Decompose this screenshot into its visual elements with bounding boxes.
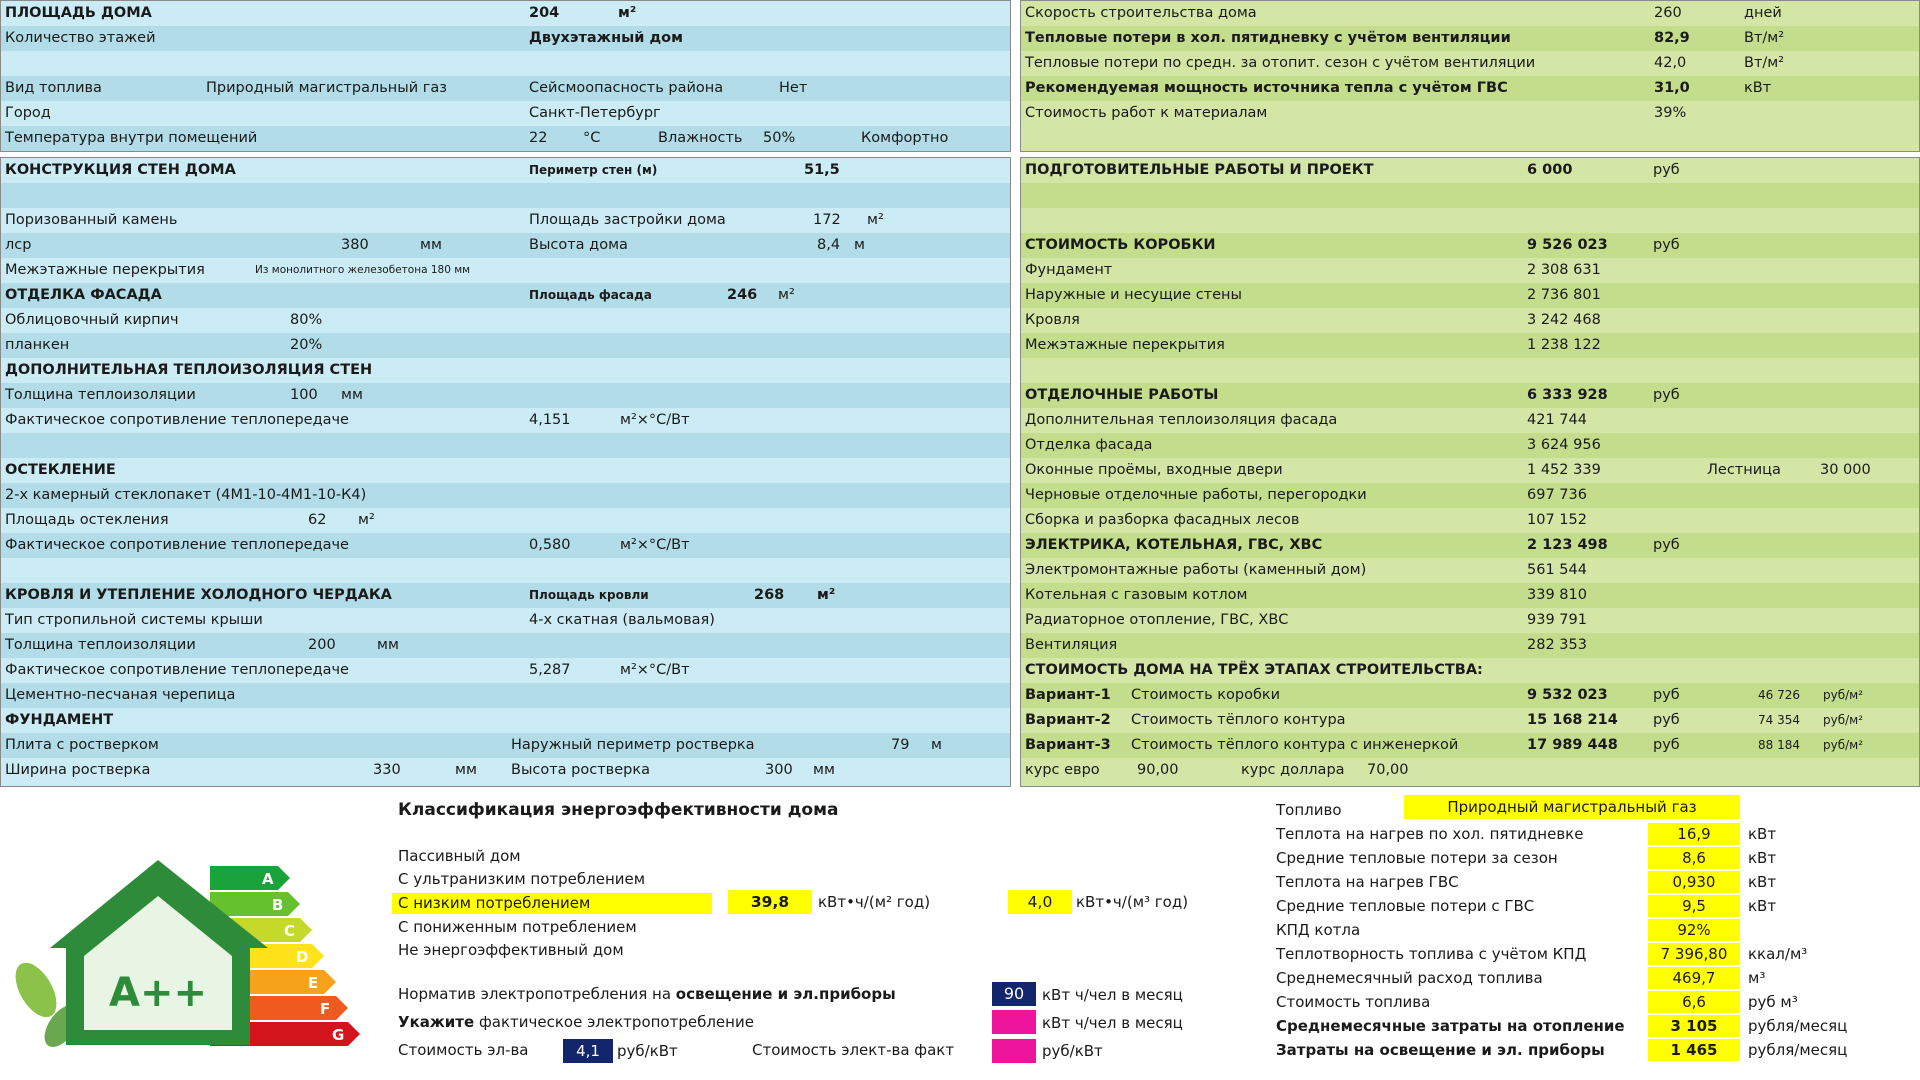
table-row <box>1021 458 1919 483</box>
table-row <box>1 1 1010 26</box>
cell-300: 300 <box>765 762 793 778</box>
cell-рекомендуемая-мощность-источника-тепла-с: Рекомендуемая мощность источника тепла с учётом ГВС <box>1025 80 1508 96</box>
electricity-actual-label <box>398 1012 754 1033</box>
table-row <box>1 308 1010 333</box>
table-row <box>1021 333 1919 358</box>
cell-20: 20% <box>290 337 323 353</box>
cell-вид-топлива: Вид топлива <box>5 80 102 96</box>
table-row <box>1021 76 1919 101</box>
cell-черновые-отделочные-работы-перегородки: Черновые отделочные работы, перегородки <box>1025 487 1367 503</box>
cell-м: м² <box>618 5 637 21</box>
cell-107-152: 107 152 <box>1527 512 1587 528</box>
rating-letter-c: C <box>284 922 296 940</box>
cell-42-0: 42,0 <box>1654 55 1687 71</box>
table-row <box>1 358 1010 383</box>
table-row <box>1021 208 1919 233</box>
table-row <box>1021 633 1919 658</box>
fuel-row-value: 16,9 <box>1648 823 1740 845</box>
electricity-actual-field[interactable] <box>992 1010 1036 1034</box>
house-area-panel <box>0 0 1011 152</box>
fuel-row-unit: м³ <box>1748 969 1766 987</box>
cell-высота-дома: Высота дома <box>529 237 628 253</box>
cell-2-308-631: 2 308 631 <box>1527 262 1601 278</box>
cell-лср: лср <box>5 237 32 253</box>
cell-вариант-3: Вариант-3 <box>1025 737 1111 753</box>
table-row <box>1021 51 1919 76</box>
energy-title: Классификация энергоэффективности дома <box>398 800 839 820</box>
cell-561-544: 561 544 <box>1527 562 1587 578</box>
electricity-actual-label-bold: Укажите <box>398 1013 475 1031</box>
table-row <box>1 233 1010 258</box>
table-row <box>1 758 1010 783</box>
cell-сборка-и-разборка-фасадных-лесов: Сборка и разборка фасадных лесов <box>1025 512 1300 528</box>
table-row <box>1021 101 1919 126</box>
table-row <box>1 101 1010 126</box>
cell-3-242-468: 3 242 468 <box>1527 312 1601 328</box>
table-row <box>1 76 1010 101</box>
energy-section <box>0 790 1260 1080</box>
fuel-row-unit: рубля/месяц <box>1748 1041 1848 1059</box>
cell-фундамент: Фундамент <box>1025 262 1113 278</box>
cell-вт-м: Вт/м² <box>1744 55 1785 71</box>
cell-дней: дней <box>1744 5 1782 21</box>
cell-тип-стропильной-системы-крыши: Тип стропильной системы крыши <box>5 612 263 628</box>
cell-м: м² <box>778 287 795 303</box>
table-row <box>1021 358 1919 383</box>
cell-фактическое-сопротивление-теплопередаче: Фактическое сопротивление теплопередаче <box>5 412 349 428</box>
cell-мм: мм <box>341 387 363 403</box>
fuel-label: Топливо <box>1276 801 1342 819</box>
cell-46-726: 46 726 <box>1758 688 1800 702</box>
cell-80: 80% <box>290 312 323 328</box>
cell-город: Город <box>5 105 51 121</box>
cell-стоимость-коробки: Стоимость коробки <box>1131 687 1281 703</box>
electricity-price-field[interactable]: 4,1 <box>563 1039 613 1063</box>
cell-50: 50% <box>763 130 796 146</box>
cell-кровля: Кровля <box>1025 312 1080 328</box>
cell-30-000: 30 000 <box>1820 462 1871 478</box>
energy-class-passive: Пассивный дом <box>398 847 521 865</box>
fuel-row-label: Стоимость топлива <box>1276 993 1431 1011</box>
electricity-price-fact-field[interactable] <box>992 1039 1036 1063</box>
fuel-row-value: 7 396,80 <box>1648 943 1740 965</box>
table-row <box>1021 558 1919 583</box>
energy-class-low-selected: С низким потреблением <box>392 893 712 914</box>
cell-периметр-стен-м: Периметр стен (м) <box>529 163 658 177</box>
cell-температура-внутри-помещений: Температура внутри помещений <box>5 130 258 146</box>
table-row <box>1 283 1010 308</box>
cell-руб-м: руб/м² <box>1823 713 1864 727</box>
cell-90-00: 90,00 <box>1137 762 1179 778</box>
fuel-row-label: Теплота на нагрев по хол. пятидневке <box>1276 825 1584 843</box>
cell-31-0: 31,0 <box>1654 80 1690 96</box>
cell-площадь-застройки-дома: Площадь застройки дома <box>529 212 726 228</box>
rating-letter-a: A <box>262 870 274 888</box>
electricity-actual-unit: кВт ч/чел в месяц <box>1042 1014 1183 1032</box>
cell-тепловые-потери-в-хол-пятидневку-с-учёто: Тепловые потери в хол. пятидневку с учётом вентиляции <box>1025 30 1511 46</box>
fuel-row-label: Затраты на освещение и эл. приборы <box>1276 1041 1605 1059</box>
rating-letter-g: G <box>332 1026 345 1044</box>
cell-межэтажные-перекрытия: Межэтажные перекрытия <box>1025 337 1225 353</box>
cell-планкен: планкен <box>5 337 70 353</box>
table-row <box>1 533 1010 558</box>
cell-руб: руб <box>1653 237 1680 253</box>
table-row <box>1021 283 1919 308</box>
cell-высота-ростверка: Высота ростверка <box>511 762 650 778</box>
cell-сейсмоопасность-района: Сейсмоопасность района <box>529 80 724 96</box>
cell-руб: руб <box>1653 387 1680 403</box>
fuel-row-label: Средние тепловые потери с ГВС <box>1276 897 1535 915</box>
fuel-row-unit: ккал/м³ <box>1748 945 1808 963</box>
table-row <box>1 183 1010 208</box>
table-row <box>1 258 1010 283</box>
cell-вентиляция: Вентиляция <box>1025 637 1118 653</box>
cell-руб: руб <box>1653 687 1680 703</box>
fuel-row-label: КПД котла <box>1276 921 1361 939</box>
cell-697-736: 697 736 <box>1527 487 1587 503</box>
rating-letter-f: F <box>320 1000 331 1018</box>
table-row <box>1 583 1010 608</box>
electricity-price-fact-unit: руб/кВт <box>1042 1042 1103 1060</box>
fuel-row-label: Среднемесячные затраты на отопление <box>1276 1017 1625 1035</box>
table-row <box>1 683 1010 708</box>
cell-2-123-498: 2 123 498 <box>1527 537 1608 553</box>
cost-panel <box>1020 157 1920 787</box>
rating-letter-b: B <box>272 896 284 914</box>
cell-площадь-дома: ПЛОЩАДЬ ДОМА <box>5 5 152 21</box>
cell-руб: руб <box>1653 537 1680 553</box>
electricity-norm-label-text: Норматив электропотребления на <box>398 985 676 1003</box>
fuel-row-unit: рубля/месяц <box>1748 1017 1848 1035</box>
cell-380: 380 <box>341 237 369 253</box>
cell-руб: руб <box>1653 737 1680 753</box>
cell-руб: руб <box>1653 162 1680 178</box>
cell-площадь-фасада: Площадь фасада <box>529 288 652 302</box>
cell-цементно-песчаная-черепица: Цементно-песчаная черепица <box>5 687 236 703</box>
fuel-row-unit: кВт <box>1748 873 1777 891</box>
table-row <box>1021 26 1919 51</box>
cell-лестница: Лестница <box>1707 462 1781 478</box>
table-row <box>1021 233 1919 258</box>
cell-вт-м: Вт/м² <box>1744 30 1785 46</box>
cell-м-с-вт: м²×°С/Вт <box>620 662 690 678</box>
cell-квт: кВт <box>1744 80 1772 96</box>
cell-тепловые-потери-по-средн-за-отопит-сезон: Тепловые потери по средн. за отопит. сезон с учётом вентиляции <box>1025 55 1536 71</box>
energy-unit-per-m2: кВт•ч/(м² год) <box>818 893 931 911</box>
table-row <box>1 433 1010 458</box>
fuel-row-value: 1 465 <box>1648 1039 1740 1061</box>
fuel-section <box>1260 790 1920 1080</box>
cell-стоимость-работ-к-материалам: Стоимость работ к материалам <box>1025 105 1268 121</box>
cell-9-532-023: 9 532 023 <box>1527 687 1608 703</box>
cell-79: 79 <box>891 737 910 753</box>
table-row <box>1021 683 1919 708</box>
cell-отделка-фасада: Отделка фасада <box>1025 437 1153 453</box>
cell-кровля-и-утепление-холодного-чердака: КРОВЛЯ И УТЕПЛЕНИЕ ХОЛОДНОГО ЧЕРДАКА <box>5 587 392 603</box>
cell-мм: мм <box>813 762 835 778</box>
cell-172: 172 <box>813 212 841 228</box>
cell-стоимость-тёплого-контура: Стоимость тёплого контура <box>1131 712 1346 728</box>
cell-ширина-ростверка: Ширина ростверка <box>5 762 151 778</box>
cell-6-333-928: 6 333 928 <box>1527 387 1608 403</box>
fuel-row-value: 92% <box>1648 919 1740 941</box>
cell-остекление: ОСТЕКЛЕНИЕ <box>5 462 116 478</box>
cell-1-238-122: 1 238 122 <box>1527 337 1601 353</box>
cell-отделочные-работы: ОТДЕЛОЧНЫЕ РАБОТЫ <box>1025 387 1219 403</box>
rating-label-text: A++ <box>109 970 207 1016</box>
fuel-row-unit: кВт <box>1748 849 1777 867</box>
cell-74-354: 74 354 <box>1758 713 1800 727</box>
electricity-norm-unit: кВт ч/чел в месяц <box>1042 986 1183 1004</box>
cell-площадь-кровли: Площадь кровли <box>529 588 649 602</box>
cell-из-монолитного-железобетона-180-мм: Из монолитного железобетона 180 мм <box>255 264 471 276</box>
cell-плита-с-ростверком: Плита с ростверком <box>5 737 159 753</box>
table-row <box>1 633 1010 658</box>
table-row <box>1021 383 1919 408</box>
fuel-row-value: 0,930 <box>1648 871 1740 893</box>
electricity-norm-field[interactable]: 90 <box>992 982 1036 1006</box>
cell-отделка-фасада: ОТДЕЛКА ФАСАДА <box>5 287 162 303</box>
cell-1-452-339: 1 452 339 <box>1527 462 1601 478</box>
electricity-price-fact-label: Стоимость элект-ва факт <box>752 1041 955 1059</box>
electricity-actual-label-text: фактическое электропотребление <box>474 1013 754 1031</box>
table-row <box>1 383 1010 408</box>
energy-value-per-m2: 39,8 <box>728 890 812 914</box>
cell-фактическое-сопротивление-теплопередаче: Фактическое сопротивление теплопередаче <box>5 537 349 553</box>
cell-наружные-и-несущие-стены: Наружные и несущие стены <box>1025 287 1242 303</box>
energy-value-per-m3: 4,0 <box>1008 890 1072 914</box>
cell-246: 246 <box>727 287 758 303</box>
cell-стоимость-тёплого-контура-с-инженеркой: Стоимость тёплого контура с инженеркой <box>1131 737 1459 753</box>
table-row <box>1021 758 1919 783</box>
cell-котельная-с-газовым-котлом: Котельная с газовым котлом <box>1025 587 1248 603</box>
table-row <box>1 708 1010 733</box>
energy-class-ultralow: С ультранизким потреблением <box>398 870 646 888</box>
cell-6-000: 6 000 <box>1527 162 1573 178</box>
cell-2-х-камерный-стеклопакет-4м1-10-4м1-10-к: 2-х камерный стеклопакет (4М1-10-4М1-10-К4) <box>5 487 367 503</box>
table-row <box>1021 658 1919 683</box>
cell-наружный-периметр-ростверка: Наружный периметр ростверка <box>511 737 755 753</box>
cell-88-184: 88 184 <box>1758 738 1800 752</box>
cell-мм: мм <box>420 237 442 253</box>
table-row <box>1 658 1010 683</box>
cell-межэтажные-перекрытия: Межэтажные перекрытия <box>5 262 205 278</box>
cell-с: °С <box>583 130 601 146</box>
cell-вариант-1: Вариант-1 <box>1025 687 1111 703</box>
table-row <box>1021 258 1919 283</box>
cell-оконные-проёмы-входные-двери: Оконные проёмы, входные двери <box>1025 462 1283 478</box>
table-row <box>1 126 1010 151</box>
cell-4-х-скатная-вальмовая: 4-х скатная (вальмовая) <box>529 612 715 628</box>
cell-дополнительная-теплоизоляция-стен: ДОПОЛНИТЕЛЬНАЯ ТЕПЛОИЗОЛЯЦИЯ СТЕН <box>5 362 373 378</box>
cell-17-989-448: 17 989 448 <box>1527 737 1618 753</box>
table-row <box>1 733 1010 758</box>
cell-260: 260 <box>1654 5 1682 21</box>
cell-3-624-956: 3 624 956 <box>1527 437 1601 453</box>
cell-282-353: 282 353 <box>1527 637 1587 653</box>
fuel-row-unit: кВт <box>1748 825 1777 843</box>
cell-электромонтажные-работы-каменный-дом: Электромонтажные работы (каменный дом) <box>1025 562 1367 578</box>
electricity-norm-label-bold: освещение и эл.приборы <box>675 985 896 1003</box>
cell-9-526-023: 9 526 023 <box>1527 237 1608 253</box>
cell-санкт-петербург: Санкт-Петербург <box>529 105 661 121</box>
cell-0-580: 0,580 <box>529 537 571 553</box>
table-row <box>1 51 1010 76</box>
cell-стоимость-дома-на-трёх-этапах-строительс: СТОИМОСТЬ ДОМА НА ТРЁХ ЭТАПАХ СТРОИТЕЛЬСТВА: <box>1025 662 1483 678</box>
cell-влажность: Влажность <box>658 130 743 146</box>
cell-руб: руб <box>1653 712 1680 728</box>
cell-мм: мм <box>377 637 399 653</box>
fuel-row-label: Теплотворность топлива с учётом КПД <box>1276 945 1587 963</box>
cell-курс-доллара: курс доллара <box>1241 762 1345 778</box>
cell-15-168-214: 15 168 214 <box>1527 712 1618 728</box>
cell-нет: Нет <box>779 80 808 96</box>
cell-стоимость-коробки: СТОИМОСТЬ КОРОБКИ <box>1025 237 1216 253</box>
electricity-price-label: Стоимость эл-ва <box>398 1041 529 1059</box>
table-row <box>1 458 1010 483</box>
cell-м-с-вт: м²×°С/Вт <box>620 412 690 428</box>
fuel-row-value: 469,7 <box>1648 967 1740 989</box>
cell-339-810: 339 810 <box>1527 587 1587 603</box>
cell-двухэтажный-дом: Двухэтажный дом <box>529 30 683 46</box>
electricity-norm-label <box>398 984 896 1005</box>
table-row <box>1021 533 1919 558</box>
cell-подготовительные-работы-и-проект: ПОДГОТОВИТЕЛЬНЫЕ РАБОТЫ И ПРОЕКТ <box>1025 162 1374 178</box>
cell-62: 62 <box>308 512 327 528</box>
table-row <box>1021 308 1919 333</box>
table-row <box>1021 508 1919 533</box>
energy-class-reduced: С пониженным потреблением <box>398 918 637 936</box>
table-row <box>1021 1 1919 26</box>
cell-м: м <box>854 237 865 253</box>
cell-электрика-котельная-гвс-хвс: ЭЛЕКТРИКА, КОТЕЛЬНАЯ, ГВС, ХВС <box>1025 537 1323 553</box>
cell-м: м² <box>358 512 375 528</box>
fuel-row-value: 8,6 <box>1648 847 1740 869</box>
table-row <box>1021 608 1919 633</box>
cell-5-287: 5,287 <box>529 662 571 678</box>
cell-200: 200 <box>308 637 336 653</box>
table-row <box>1 158 1010 183</box>
cell-руб-м: руб/м² <box>1823 738 1864 752</box>
cell-природный-магистральный-газ: Природный магистральный газ <box>206 80 447 96</box>
rating-letter-d: D <box>296 948 309 966</box>
cell-конструкция-стен-дома: КОНСТРУКЦИЯ СТЕН ДОМА <box>5 162 236 178</box>
fuel-row-label: Средние тепловые потери за сезон <box>1276 849 1558 867</box>
cell-421-744: 421 744 <box>1527 412 1587 428</box>
cell-2-736-801: 2 736 801 <box>1527 287 1601 303</box>
cell-мм: мм <box>455 762 477 778</box>
cell-радиаторное-отопление-гвс-хвс: Радиаторное отопление, ГВС, ХВС <box>1025 612 1289 628</box>
table-row <box>1021 433 1919 458</box>
cell-м: м² <box>867 212 884 228</box>
cell-площадь-остекления: Площадь остекления <box>5 512 169 528</box>
table-row <box>1021 408 1919 433</box>
fuel-row-unit: руб м³ <box>1748 993 1798 1011</box>
cell-толщина-теплоизоляции: Толщина теплоизоляции <box>5 387 196 403</box>
table-row <box>1021 483 1919 508</box>
cell-268: 268 <box>754 587 785 603</box>
fuel-row-value: 6,6 <box>1648 991 1740 1013</box>
cell-комфортно: Комфортно <box>861 130 949 146</box>
energy-class-inefficient: Не энергоэффективный дом <box>398 941 624 959</box>
cell-м-с-вт: м²×°С/Вт <box>620 537 690 553</box>
cell-8-4: 8,4 <box>817 237 841 253</box>
electricity-price-unit: руб/кВт <box>617 1042 678 1060</box>
cell-204: 204 <box>529 5 560 21</box>
cell-22: 22 <box>529 130 548 146</box>
cell-вариант-2: Вариант-2 <box>1025 712 1111 728</box>
cell-толщина-теплоизоляции: Толщина теплоизоляции <box>5 637 196 653</box>
table-row <box>1 608 1010 633</box>
cell-39: 39% <box>1654 105 1687 121</box>
cell-100: 100 <box>290 387 318 403</box>
energy-efficiency-house-icon <box>10 830 380 1050</box>
fuel-row-value: 3 105 <box>1648 1015 1740 1037</box>
table-row <box>1021 183 1919 208</box>
build-summary-panel <box>1020 0 1920 152</box>
table-row <box>1 208 1010 233</box>
cell-330: 330 <box>373 762 401 778</box>
cell-939-791: 939 791 <box>1527 612 1587 628</box>
cell-70-00: 70,00 <box>1367 762 1409 778</box>
cell-82-9: 82,9 <box>1654 30 1690 46</box>
cell-фактическое-сопротивление-теплопередаче: Фактическое сопротивление теплопередаче <box>5 662 349 678</box>
fuel-row-value: 9,5 <box>1648 895 1740 917</box>
cell-количество-этажей: Количество этажей <box>5 30 156 46</box>
table-row <box>1021 583 1919 608</box>
cell-поризованный-камень: Поризованный камень <box>5 212 178 228</box>
cell-м: м² <box>817 587 836 603</box>
fuel-row-label: Среднемесячный расход топлива <box>1276 969 1543 987</box>
table-row <box>1 483 1010 508</box>
table-row <box>1 408 1010 433</box>
table-row <box>1021 733 1919 758</box>
table-row <box>1021 158 1919 183</box>
fuel-type-select[interactable]: Природный магистральный газ <box>1404 795 1740 819</box>
fuel-row-unit: кВт <box>1748 897 1777 915</box>
cell-фундамент: ФУНДАМЕНТ <box>5 712 114 728</box>
construction-panel <box>0 157 1011 787</box>
table-row <box>1 333 1010 358</box>
cell-дополнительная-теплоизоляция-фасада: Дополнительная теплоизоляция фасада <box>1025 412 1338 428</box>
cell-4-151: 4,151 <box>529 412 571 428</box>
cell-облицовочный-кирпич: Облицовочный кирпич <box>5 312 179 328</box>
cell-скорость-строительства-дома: Скорость строительства дома <box>1025 5 1257 21</box>
cell-курс-евро: курс евро <box>1025 762 1100 778</box>
cell-51-5: 51,5 <box>804 162 840 178</box>
table-row <box>1021 708 1919 733</box>
rating-letter-e: E <box>308 974 319 992</box>
cell-руб-м: руб/м² <box>1823 688 1864 702</box>
energy-unit-per-m3: кВт•ч/(м³ год) <box>1076 893 1189 911</box>
cell-м: м <box>931 737 942 753</box>
table-row <box>1 26 1010 51</box>
table-row <box>1 508 1010 533</box>
table-row <box>1 558 1010 583</box>
fuel-row-label: Теплота на нагрев ГВС <box>1276 873 1459 891</box>
